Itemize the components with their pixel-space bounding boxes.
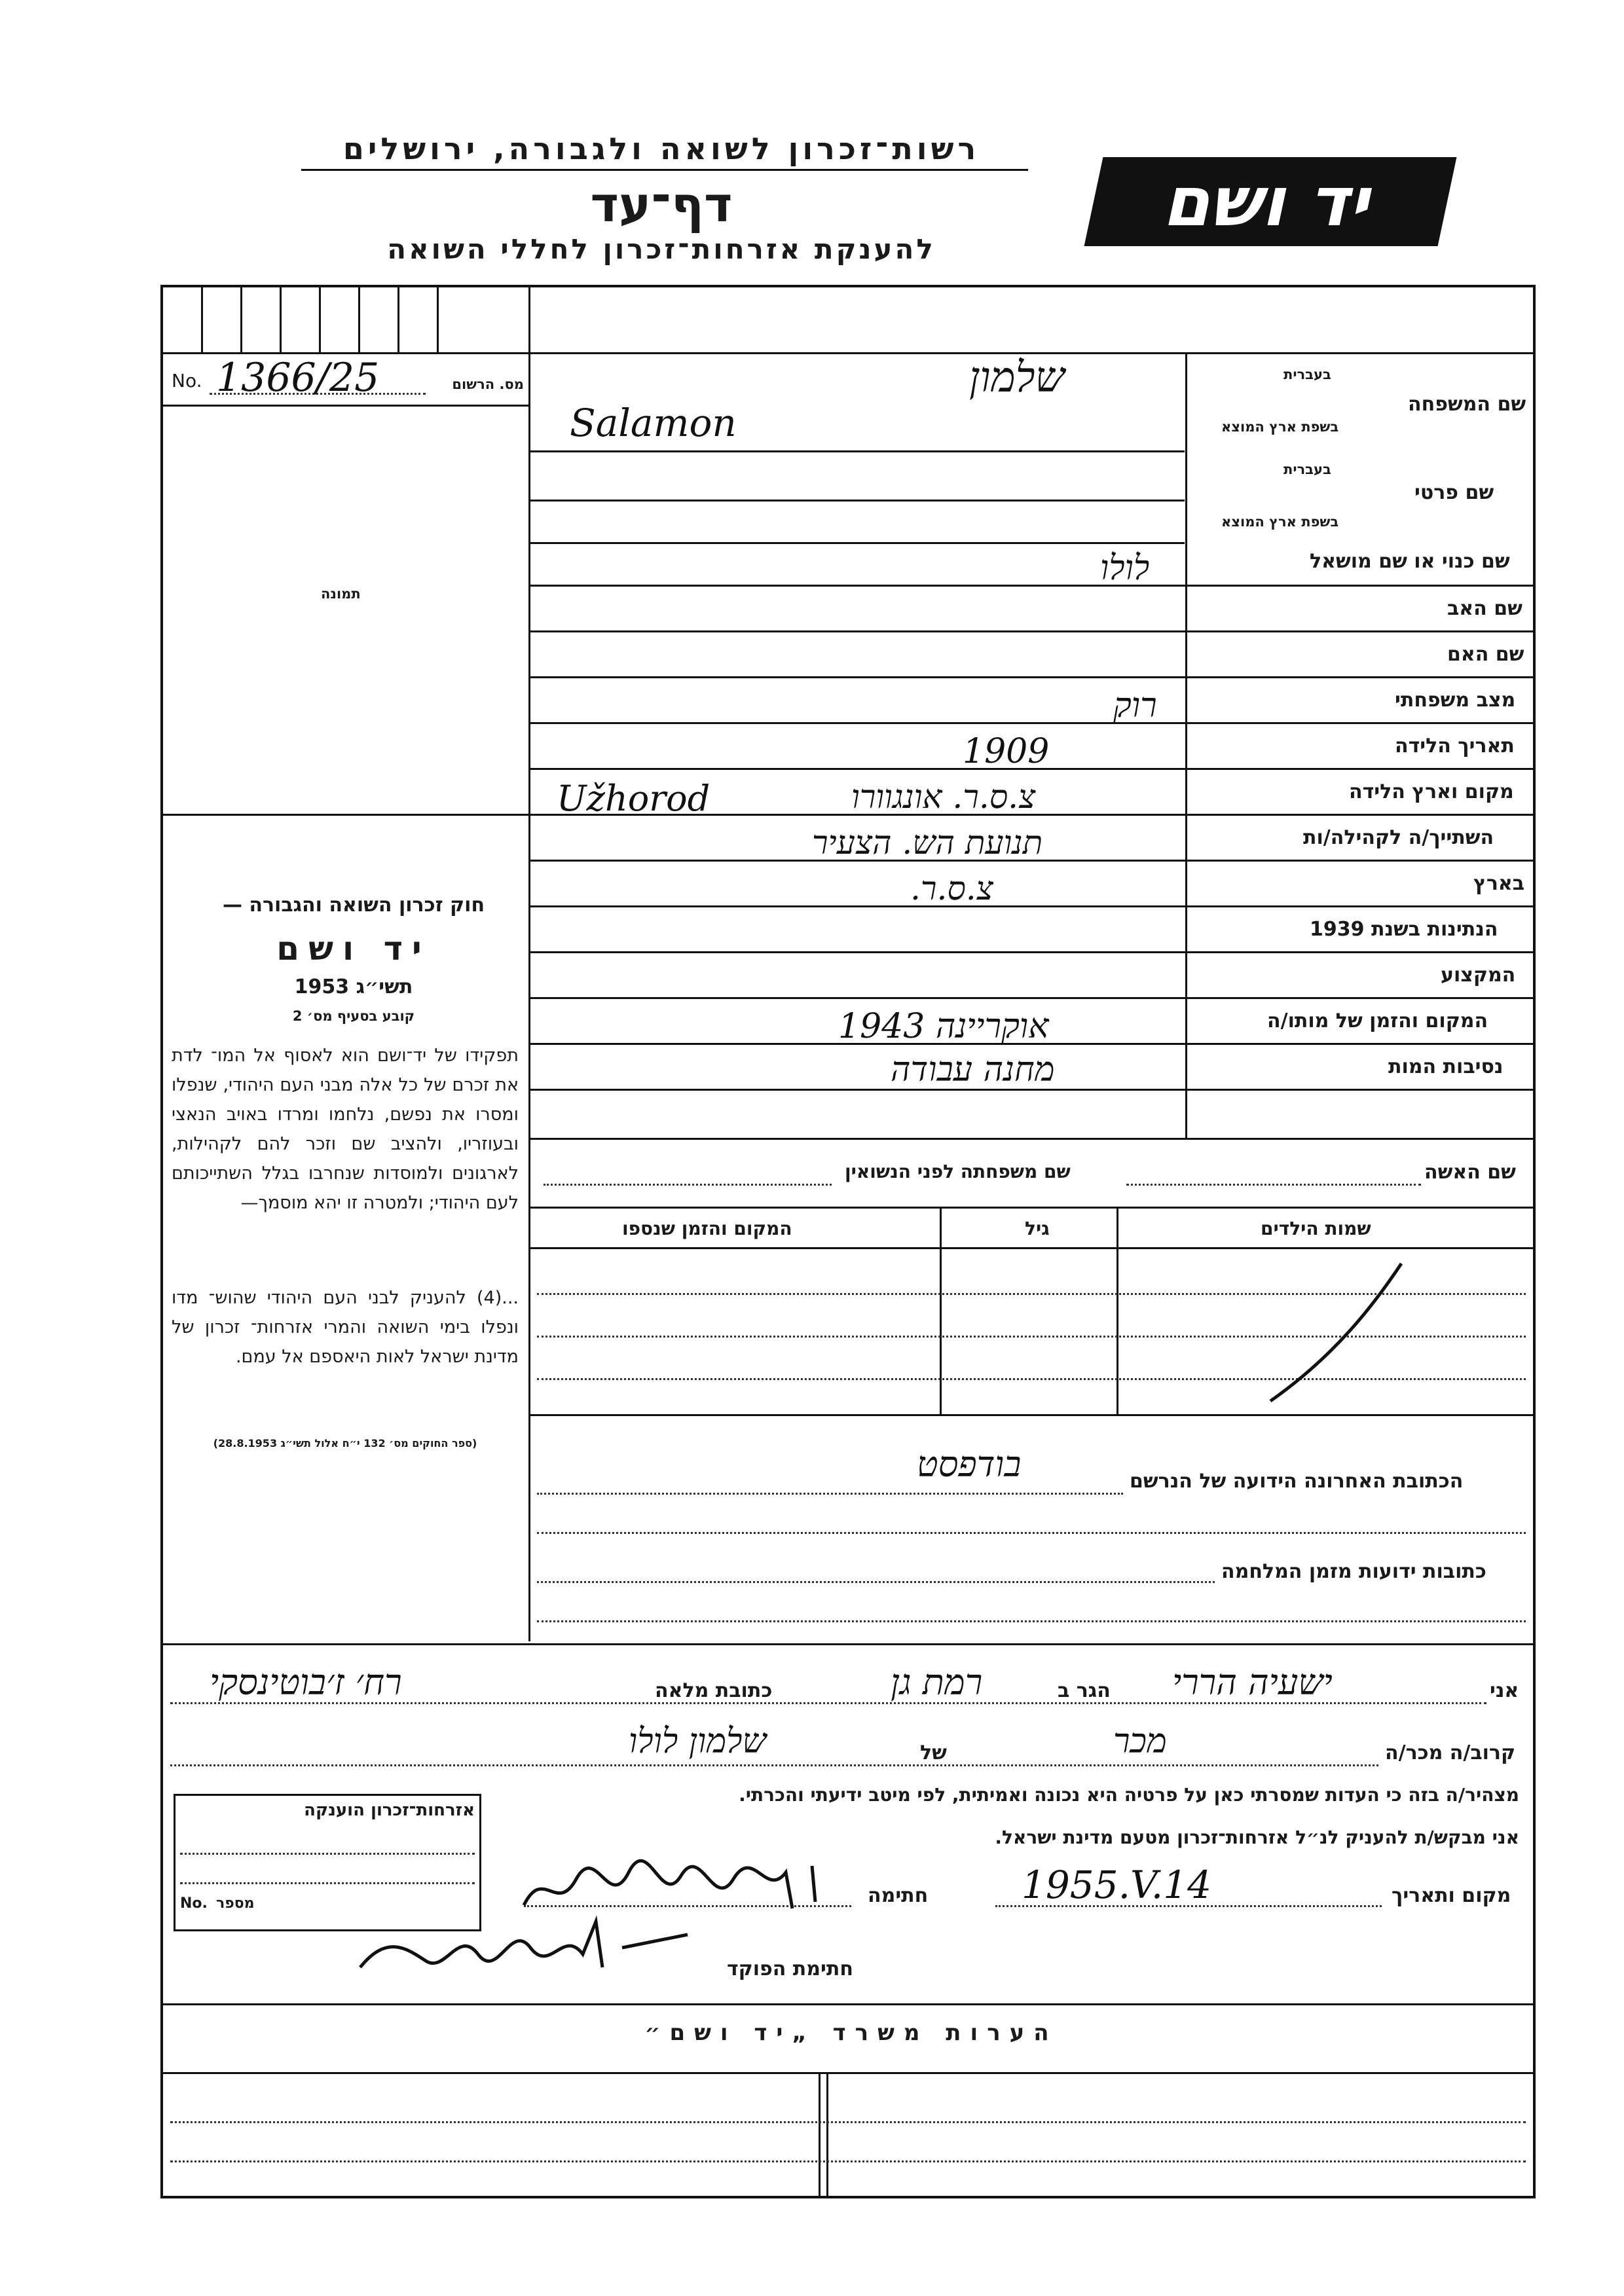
declarant-line-dots (170, 1702, 1486, 1704)
photo-box-top (162, 405, 528, 407)
stamp-box-dots (180, 1882, 475, 1884)
authority-underline (301, 169, 1028, 171)
row-line (530, 450, 1185, 452)
officer-signature-label: חתימת הפוקד (727, 1958, 853, 1980)
country-value[interactable]: צ.ס.ר. (910, 869, 993, 907)
law-paragraph-1: תפקידו של יד־ושם הוא לאסוף אל המו־ לדת את זכרם של כל אלה מבני העם היהודי, שנפלו ומסרו את נפשם, נלחמו ומרדו באויב הנאצי ובעוזריו, ולהציב שם וזכר להם לקהילות, לארגונים ולמוסדות שנחרבו בגלל השתייכותם לעם היהודי; ולמטרה זו יהא מוסמך— (172, 1046, 519, 1213)
registration-label: מס. הרשום (452, 376, 524, 392)
date-value[interactable]: 1955.V.14 (1022, 1863, 1212, 1907)
strip-divider-6 (397, 286, 399, 352)
last-address-dots (537, 1532, 1526, 1534)
surname-origin-value[interactable]: Salamon (570, 401, 737, 445)
strip-divider-7 (437, 286, 439, 352)
place-date-label: מקום ותאריך (1392, 1884, 1511, 1907)
row-line (530, 585, 1534, 587)
row-line (530, 676, 1534, 678)
citizenship-1939-label: הנתינות בשנת 1939 (1310, 918, 1498, 941)
registration-number[interactable]: 1366/25 (216, 355, 380, 401)
row-line (530, 500, 1185, 501)
given-origin-sublabel: בשפת ארץ המוצא (1221, 514, 1339, 530)
form-subtitle: להענקת אזרחות־זכרון לחללי השואה (387, 233, 936, 265)
photo-box-bottom (162, 814, 528, 816)
law-citation: (ספר החוקים מס׳ 132 י״ח אלול תשי״ג 28.8.1953) (213, 1437, 477, 1449)
row-line (530, 951, 1534, 953)
nickname-value[interactable]: לולו (1100, 549, 1150, 588)
declarant-i-label: אני (1490, 1679, 1519, 1702)
children-age-header: גיל (1025, 1218, 1050, 1239)
surname-hebrew-sublabel: בעברית (1283, 367, 1331, 382)
row-line (530, 542, 1185, 544)
resides-label: הגר ב (1058, 1679, 1111, 1702)
given-name-label: שם פרטי (1414, 481, 1494, 504)
strip-divider-4 (319, 286, 321, 352)
birthplace-label: מקום וארץ הלידה (1349, 780, 1514, 803)
children-place-header: המקום והזמן שנספו (622, 1218, 792, 1239)
law-paragraph-2: ...(4) להעניק לבני העם היהודי שהוש־ מדו ונפלו בימי השואה והמרי אזרחות־ זכרון של מדינת ישראל לאות היאספם אל עמם. (172, 1288, 519, 1367)
left-column-divider (528, 286, 530, 1641)
surname-hebrew-value[interactable]: שלמון (969, 354, 1065, 402)
of-label: של (920, 1741, 947, 1764)
relation-label: קרוב/ה מכר/ה (1385, 1741, 1516, 1764)
yad-vashem-logo: יד ושם (1084, 157, 1457, 246)
declarant-address-value[interactable]: רח׳ ז׳בוטינסקי (210, 1662, 402, 1703)
children-header-line (530, 1247, 1534, 1249)
last-address-dots (537, 1493, 1123, 1495)
children-col-divider-1 (1116, 1207, 1118, 1414)
office-col-divider (826, 2072, 828, 2197)
office-col-divider (819, 2072, 821, 2197)
children-col-divider-2 (940, 1207, 942, 1414)
office-remarks-title: הערות משרד „יד ושם״ (644, 2020, 1058, 2046)
law-name: יד ושם (276, 930, 431, 968)
law-year: תשי״ג 1953 (294, 975, 413, 998)
law-clause-ref: קובע בסעיף מס׳ 2 (292, 1008, 415, 1024)
law-title: חוק זכרון השואה והגבורה — (222, 894, 485, 917)
children-table-bottom (530, 1414, 1534, 1416)
row-line (530, 905, 1534, 907)
row-line (530, 722, 1534, 724)
full-address-label: כתובת מלאה (655, 1679, 773, 1702)
death-place-time-value[interactable]: אוקריינה 1943 (838, 1007, 1049, 1046)
wife-label: שם האשה (1424, 1161, 1516, 1184)
wife-maiden-label: שם משפחתה לפני הנשואין (845, 1161, 1071, 1182)
declaration-text: מצהיר/ה בזה כי העדות שמסרתי כאן על פרטיה היא נכונה ואמיתית, לפי מיטב ידיעתי והכרתי. (739, 1784, 1519, 1806)
birthdate-value[interactable]: 1909 (963, 732, 1050, 771)
wife-row-bottom (530, 1207, 1534, 1209)
community-label: השתייך/ה לקהילה/ות (1303, 826, 1494, 849)
relation-line-dots (170, 1764, 1378, 1766)
surname-label: שם המשפחה (1408, 393, 1526, 416)
declarant-city-value[interactable]: רמת גן (891, 1662, 983, 1703)
request-text: אני מבקש/ת להעניק לנ״ל אזרחות־זכרון מטעם מדינת ישראל. (995, 1827, 1519, 1848)
photo-label: תמונה (321, 586, 361, 602)
stamp-box-no: No. (180, 1895, 208, 1912)
label-column-divider (1185, 352, 1187, 1138)
profession-label: המקצוע (1441, 964, 1516, 987)
stamp-box-title: אזרחות־זכרון הוענקה (304, 1800, 475, 1820)
office-row-dots (170, 2160, 1526, 2162)
country-label: בארץ (1473, 872, 1525, 895)
strip-divider-2 (240, 286, 242, 352)
nickname-label: שם כנוי או שם מושאל (1310, 550, 1510, 573)
row-line (530, 1138, 1534, 1140)
office-divider (162, 2003, 1534, 2005)
wife-dots (1126, 1184, 1421, 1186)
last-address-label: הכתובת האחרונה הידועה של הנרשם (1130, 1470, 1464, 1493)
strip-divider-5 (358, 286, 360, 352)
birthplace-latin-value[interactable]: Užhorod (557, 778, 710, 819)
office-header-line (162, 2072, 1534, 2074)
last-address-value[interactable]: בודפסט (917, 1444, 1022, 1485)
wife-maiden-dots (544, 1184, 832, 1186)
cause-of-death-label: נסיבות המות (1388, 1055, 1504, 1078)
strip-divider-1 (201, 286, 203, 352)
surname-origin-sublabel: בשפת ארץ המוצא (1221, 419, 1339, 435)
stamp-box-number-label: מספר (216, 1895, 255, 1912)
wartime-address-dots (537, 1581, 1215, 1583)
given-hebrew-sublabel: בעברית (1283, 462, 1331, 477)
strip-divider-3 (280, 286, 282, 352)
wartime-address-label: כתובות ידועות מזמן המלחמה (1221, 1560, 1486, 1583)
community-value[interactable]: תנועת הש. הצעיר (812, 824, 1043, 862)
wartime-address-dots (537, 1620, 1526, 1622)
signature-label: חתימה (868, 1884, 929, 1907)
children-strike-mark (1264, 1257, 1408, 1408)
birthplace-value[interactable]: צ.ס.ר. אונגוורו (851, 778, 1036, 816)
mother-label: שם האם (1447, 643, 1524, 666)
marital-status-value[interactable]: רוק (1113, 686, 1157, 725)
declarant-name-value[interactable]: ישעיה הררי (1172, 1662, 1333, 1703)
authority-title: רשות־זכרון לשואה ולגבורה, ירושלים (342, 131, 980, 166)
stamp-box-dots (180, 1853, 475, 1855)
section-divider (162, 1643, 1534, 1645)
row-line (530, 997, 1534, 999)
of-value[interactable]: שלמון לולו (629, 1722, 767, 1761)
death-place-time-label: המקום והזמן של מותו/ה (1267, 1010, 1488, 1032)
row-line (530, 630, 1534, 632)
cause-of-death-value[interactable]: מחנה עבודה (891, 1050, 1055, 1089)
office-row-dots (170, 2121, 1526, 2123)
children-names-header: שמות הילדים (1261, 1218, 1371, 1239)
top-strip-line (162, 352, 1534, 354)
marital-status-label: מצב משפחתי (1395, 689, 1516, 712)
registration-no-prefix: No. (172, 370, 202, 392)
form-title: דף־עד (590, 177, 733, 233)
relation-value[interactable]: מכר (1113, 1722, 1167, 1761)
birthdate-label: תאריך הלידה (1395, 735, 1515, 757)
father-label: שם האב (1447, 597, 1522, 620)
